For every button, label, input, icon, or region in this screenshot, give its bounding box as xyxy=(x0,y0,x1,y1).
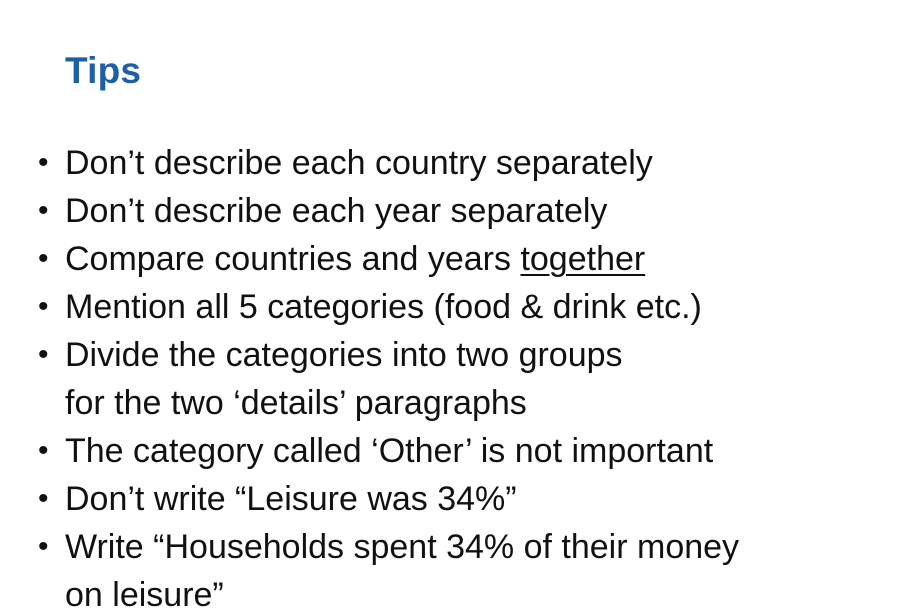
bullet-dot-icon: • xyxy=(38,530,49,563)
tip-item-3 xyxy=(38,235,898,283)
tip-text: Don’t write “Leisure was 34%” xyxy=(65,480,517,518)
tips-list xyxy=(38,139,898,612)
tip-text-line-2: on leisure” xyxy=(65,576,224,612)
tip-text xyxy=(65,235,898,283)
tip-text-line-1: Divide the categories into two groups xyxy=(65,336,623,374)
tip-item-5 xyxy=(38,331,898,427)
tip-item-4 xyxy=(38,283,898,331)
tip-text-prefix: Compare countries and years xyxy=(65,240,521,278)
bullet-dot-icon: • xyxy=(38,242,49,275)
tip-item-7 xyxy=(38,475,898,523)
bullet-dot-icon: • xyxy=(38,194,49,227)
tip-item-1 xyxy=(38,139,898,187)
tip-item-2 xyxy=(38,187,898,235)
bullet-dot-icon: • xyxy=(38,338,49,371)
tip-text-line-2: for the two ‘details’ paragraphs xyxy=(65,384,527,422)
tip-emphasis-underlined: together xyxy=(520,240,646,278)
bullet-dot-icon: • xyxy=(38,290,49,323)
tip-text: The category called ‘Other’ is not important xyxy=(65,432,714,470)
slide-title: Tips xyxy=(65,50,142,91)
bullet-dot-icon: • xyxy=(38,146,49,179)
bullet-dot-icon: • xyxy=(38,434,49,467)
tip-text-line-1: Write “Households spent 34% of their money xyxy=(65,528,740,566)
tip-text: Mention all 5 categories (food & drink etc.) xyxy=(65,288,702,326)
tip-text: Don’t describe each country separately xyxy=(65,144,653,182)
bullet-dot-icon: • xyxy=(38,482,49,515)
tip-text: Don’t describe each year separately xyxy=(65,192,608,230)
tip-item-6 xyxy=(38,427,898,475)
tip-item-8 xyxy=(38,523,898,612)
